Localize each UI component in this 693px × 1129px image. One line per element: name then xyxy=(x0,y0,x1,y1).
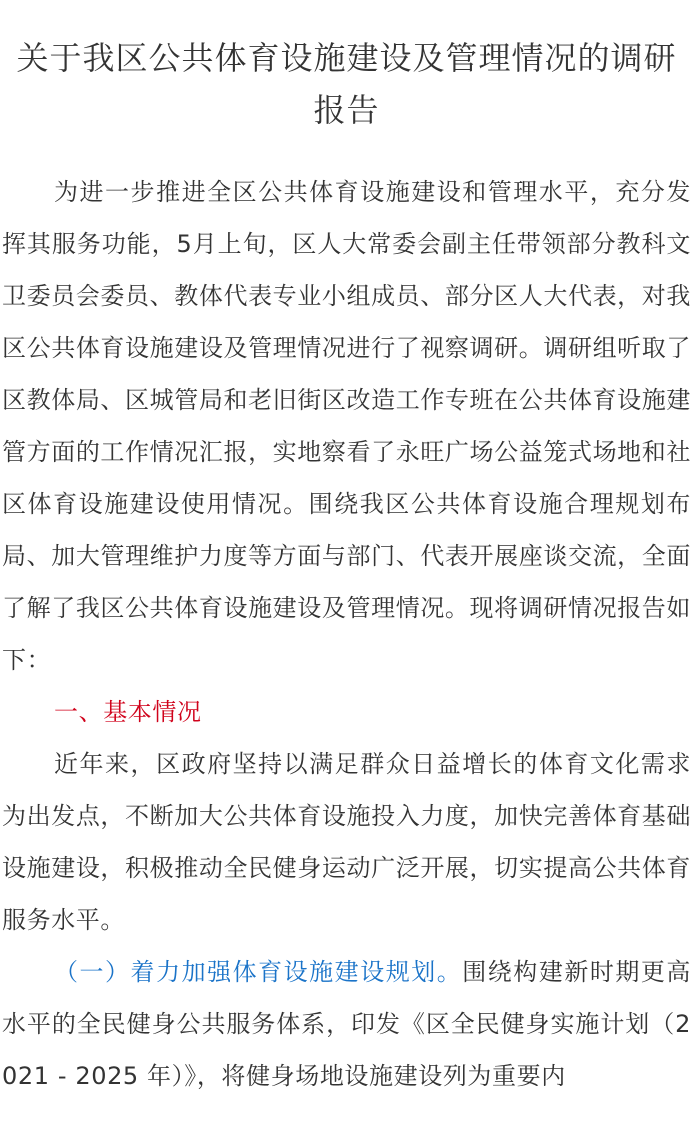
article-title: 关于我区公共体育设施建设及管理情况的调研报告 xyxy=(16,39,677,129)
article-body xyxy=(2,166,691,1102)
intro-paragraph: 为进一步推进全区公共体育设施建设和管理水平，充分发挥其服务功能，5月上旬，区人大常委会副主任带领部分教科文卫委员会委员、教体代表专业小组成员、部分区人大代表，对我区公共体育设施建设及管理情况进行了视察调研。调研组听取了区教体局、区城管局和老旧街区改造工作专班在公共体育设施建管方面的工作情况汇报，实地察看了永旺广场公益笼式场地和社区体育设施建设使用情况。围绕我区公共体育设施合理规划布局、加大管理维护力度等方面与部门、代表开展座谈交流，全面了解了我区公共体育设施建设及管理情况。现将调研情况报告如下： xyxy=(2,178,691,674)
article xyxy=(0,32,693,1102)
subsection-paragraph xyxy=(2,946,691,1102)
section-heading-basic: 一、基本情况 xyxy=(54,698,202,726)
subsection-heading: （一）着力加强体育设施建设规划。 xyxy=(54,958,463,986)
section-paragraph: 近年来，区政府坚持以满足群众日益增长的体育文化需求为出发点，不断加大公共体育设施投入力度，加快完善体育基础设施建设，积极推动全民健身运动广泛开展，切实提高公共体育服务水平。 xyxy=(2,750,691,934)
subsection-text: 围绕构建新时期更高水平的全民健身公共服务体系，印发《区全民健身实施计划（2021 - 2025 年）》，将健身场地设施建设列为重要内 xyxy=(2,958,691,1090)
